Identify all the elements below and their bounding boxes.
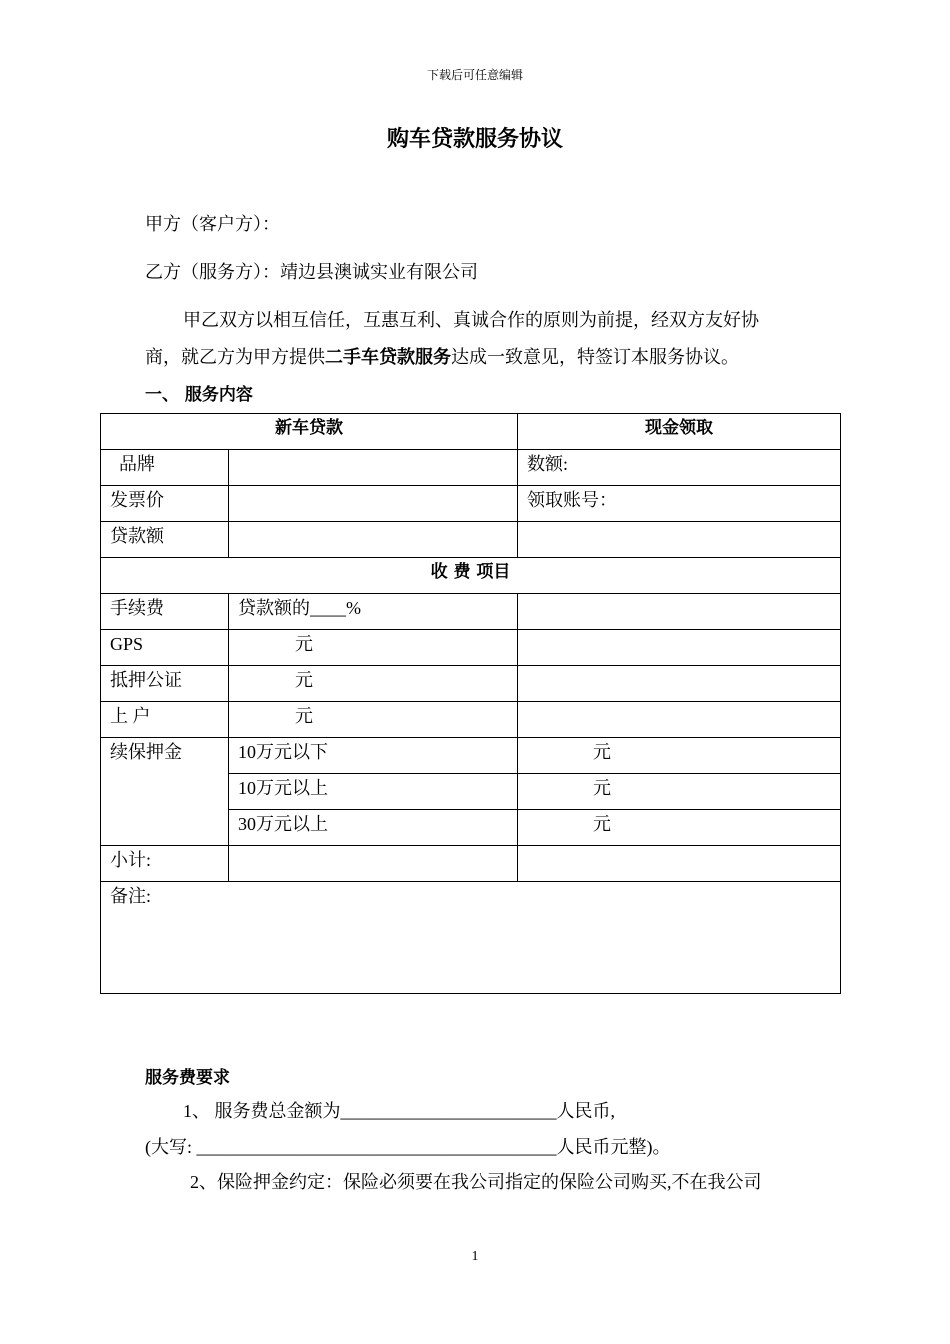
handling-fee-label: 手续费 (101, 594, 229, 630)
registration-label: 上 户 (101, 702, 229, 738)
party-b-line: 乙方（服务方）：靖边县澳诚实业有限公司 (145, 262, 478, 282)
empty-cell (518, 666, 841, 702)
invoice-price-label: 发票价 (101, 486, 229, 522)
deposit-tier-3: 30万元以上 (229, 810, 518, 846)
table-row (101, 630, 841, 666)
table-row (101, 702, 841, 738)
gps-unit: 元 (229, 630, 518, 666)
header-new-car-loan: 新车贷款 (101, 414, 518, 450)
amount-label: 数额: (518, 450, 841, 486)
deposit-tier-2: 10万元以上 (229, 774, 518, 810)
intro-text-bold: 二手车贷款服务 (325, 347, 451, 368)
registration-unit: 元 (229, 702, 518, 738)
intro-line-1: 甲乙双方以相互信任，互惠互利、真诚合作的原则为前提，经双方友好协 (183, 310, 759, 330)
deposit-tier-1-unit: 元 (518, 738, 841, 774)
table-row (101, 846, 841, 882)
deposit-tier-1: 10万元以下 (229, 738, 518, 774)
mortgage-notary-unit: 元 (229, 666, 518, 702)
intro-text-pre: 商，就乙方为甲方提供 (145, 347, 325, 367)
service-table (100, 413, 841, 994)
table-row (101, 450, 841, 486)
table-row (101, 486, 841, 522)
intro-line-2 (145, 343, 739, 369)
subtotal-label: 小计: (101, 846, 229, 882)
header-note: 下载后可任意编辑 (426, 68, 523, 82)
empty-cell (518, 630, 841, 666)
table-row (101, 594, 841, 630)
party-a-line: 甲方（客户方）： (145, 214, 280, 234)
empty-cell (518, 594, 841, 630)
table-row (101, 666, 841, 702)
service-fee-heading: 服务费要求 (145, 1068, 230, 1088)
table-row (101, 558, 841, 594)
gps-label: GPS (101, 630, 229, 666)
fee-line-2: (大写: ________________________________________人民币元整)。 (145, 1137, 671, 1157)
fees-header: 收 费 项目 (101, 558, 841, 594)
remarks-cell: 备注: (101, 882, 841, 994)
subtotal-value (229, 846, 518, 882)
table-row (101, 882, 841, 994)
table-row (101, 738, 841, 774)
account-label: 领取账号： (518, 486, 841, 522)
handling-fee-value: 贷款额的____% (229, 594, 518, 630)
empty-cell (518, 702, 841, 738)
table-row (101, 522, 841, 558)
deposit-tier-3-unit: 元 (518, 810, 841, 846)
header-cash-withdrawal: 现金领取 (518, 414, 841, 450)
fee-line-1: 1、 服务费总金额为________________________人民币, (183, 1101, 615, 1121)
intro-text-post: 达成一致意见，特签订本服务协议。 (451, 347, 739, 367)
brand-label: 品牌 (101, 450, 229, 486)
section-heading-service-content: 一、 服务内容 (145, 385, 253, 405)
empty-cell (518, 522, 841, 558)
brand-value (229, 450, 518, 486)
document-title: 购车贷款服务协议 (386, 127, 563, 152)
loan-amount-label: 贷款额 (101, 522, 229, 558)
deposit-tier-2-unit: 元 (518, 774, 841, 810)
deposit-label: 续保押金 (101, 738, 229, 846)
empty-cell (518, 846, 841, 882)
mortgage-notary-label: 抵押公证 (101, 666, 229, 702)
loan-amount-value (229, 522, 518, 558)
table-row (101, 414, 841, 450)
page-number: 1 (471, 1249, 479, 1264)
fee-line-3: 2、保险押金约定：保险必须要在我公司指定的保险公司购买,不在我公司 (190, 1172, 762, 1192)
invoice-price-value (229, 486, 518, 522)
